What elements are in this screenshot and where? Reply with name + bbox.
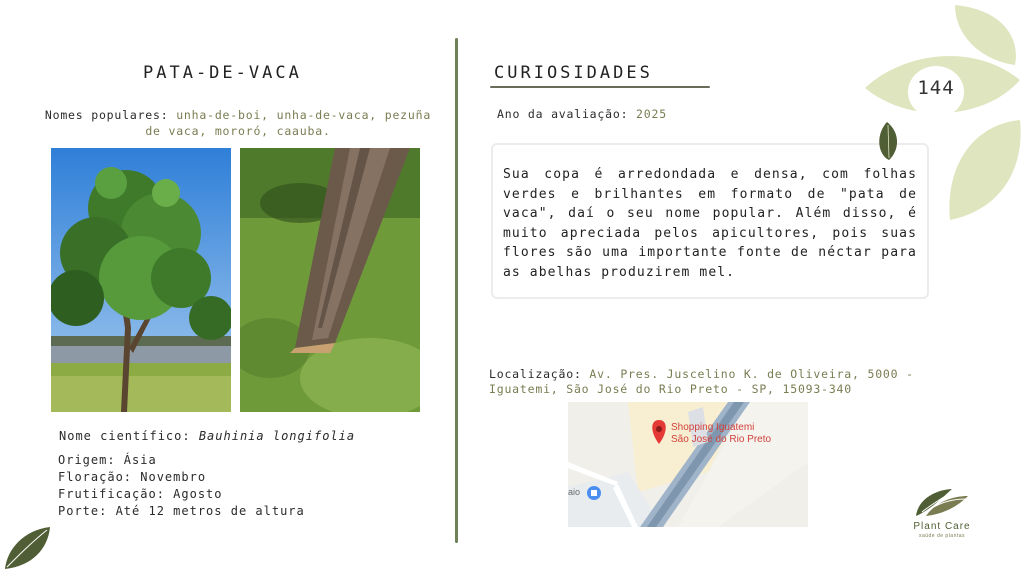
popular-names bbox=[36, 107, 440, 139]
facts-list bbox=[58, 452, 305, 520]
scientific-name bbox=[59, 429, 355, 443]
trunk-photo bbox=[240, 148, 420, 412]
scientific-name-label: Nome científico: bbox=[59, 429, 191, 443]
map-place-line1: Shopping Iguatemi bbox=[671, 422, 755, 433]
evaluation-year-label: Ano da avaliação: bbox=[497, 107, 629, 121]
evaluation-year bbox=[497, 107, 667, 121]
brand-tagline: saúde de plantas bbox=[918, 533, 966, 539]
title-underline bbox=[490, 86, 710, 88]
location bbox=[489, 367, 979, 397]
map-place-line2: São José do Rio Preto bbox=[671, 434, 772, 445]
map-place-label bbox=[671, 422, 771, 446]
location-value: Av. Pres. Juscelino K. de Oliveira, 5000 - Iguatemi, São José do Rio Preto - SP, 15093-340 bbox=[489, 367, 914, 396]
map-fragment-label: aio bbox=[568, 487, 581, 497]
popular-names-label: Nomes populares: bbox=[44, 108, 169, 122]
fact-size: Porte: Até 12 metros de altura bbox=[58, 504, 305, 518]
popular-names-value: unha-de-boi, unha-de-vaca, pezuña de vaca, mororó, caauba. bbox=[145, 108, 432, 138]
plant-title: PATA-DE-VACA bbox=[143, 63, 302, 83]
fact-origin: Origem: Ásia bbox=[58, 453, 157, 467]
fact-fruiting: Frutificação: Agosto bbox=[58, 487, 223, 501]
location-map[interactable] bbox=[568, 402, 808, 527]
scientific-name-value: Bauhinia longifolia bbox=[198, 429, 356, 443]
page-number: 144 bbox=[917, 77, 955, 99]
evaluation-year-value: 2025 bbox=[636, 107, 667, 121]
fact-flowering: Floração: Novembro bbox=[58, 470, 207, 484]
location-label: Localização: bbox=[489, 367, 582, 381]
curiosities-title: CURIOSIDADES bbox=[494, 63, 653, 83]
brand-name: Plant Care bbox=[913, 521, 971, 532]
plant-care-logo-icon bbox=[912, 486, 972, 520]
column-divider bbox=[455, 38, 458, 543]
description-text: Sua copa é arredondada e densa, com folhas verdes e brilhantes em formato de "pata de vaca", daí o seu nome popular. Além disso, é muito apreciada pelos apicultores, pois suas flores são uma importante fonte de néctar para as abelhas produzirem mel. bbox=[503, 167, 917, 280]
tree-photo bbox=[51, 148, 231, 412]
leaf-icon bbox=[2, 524, 54, 572]
